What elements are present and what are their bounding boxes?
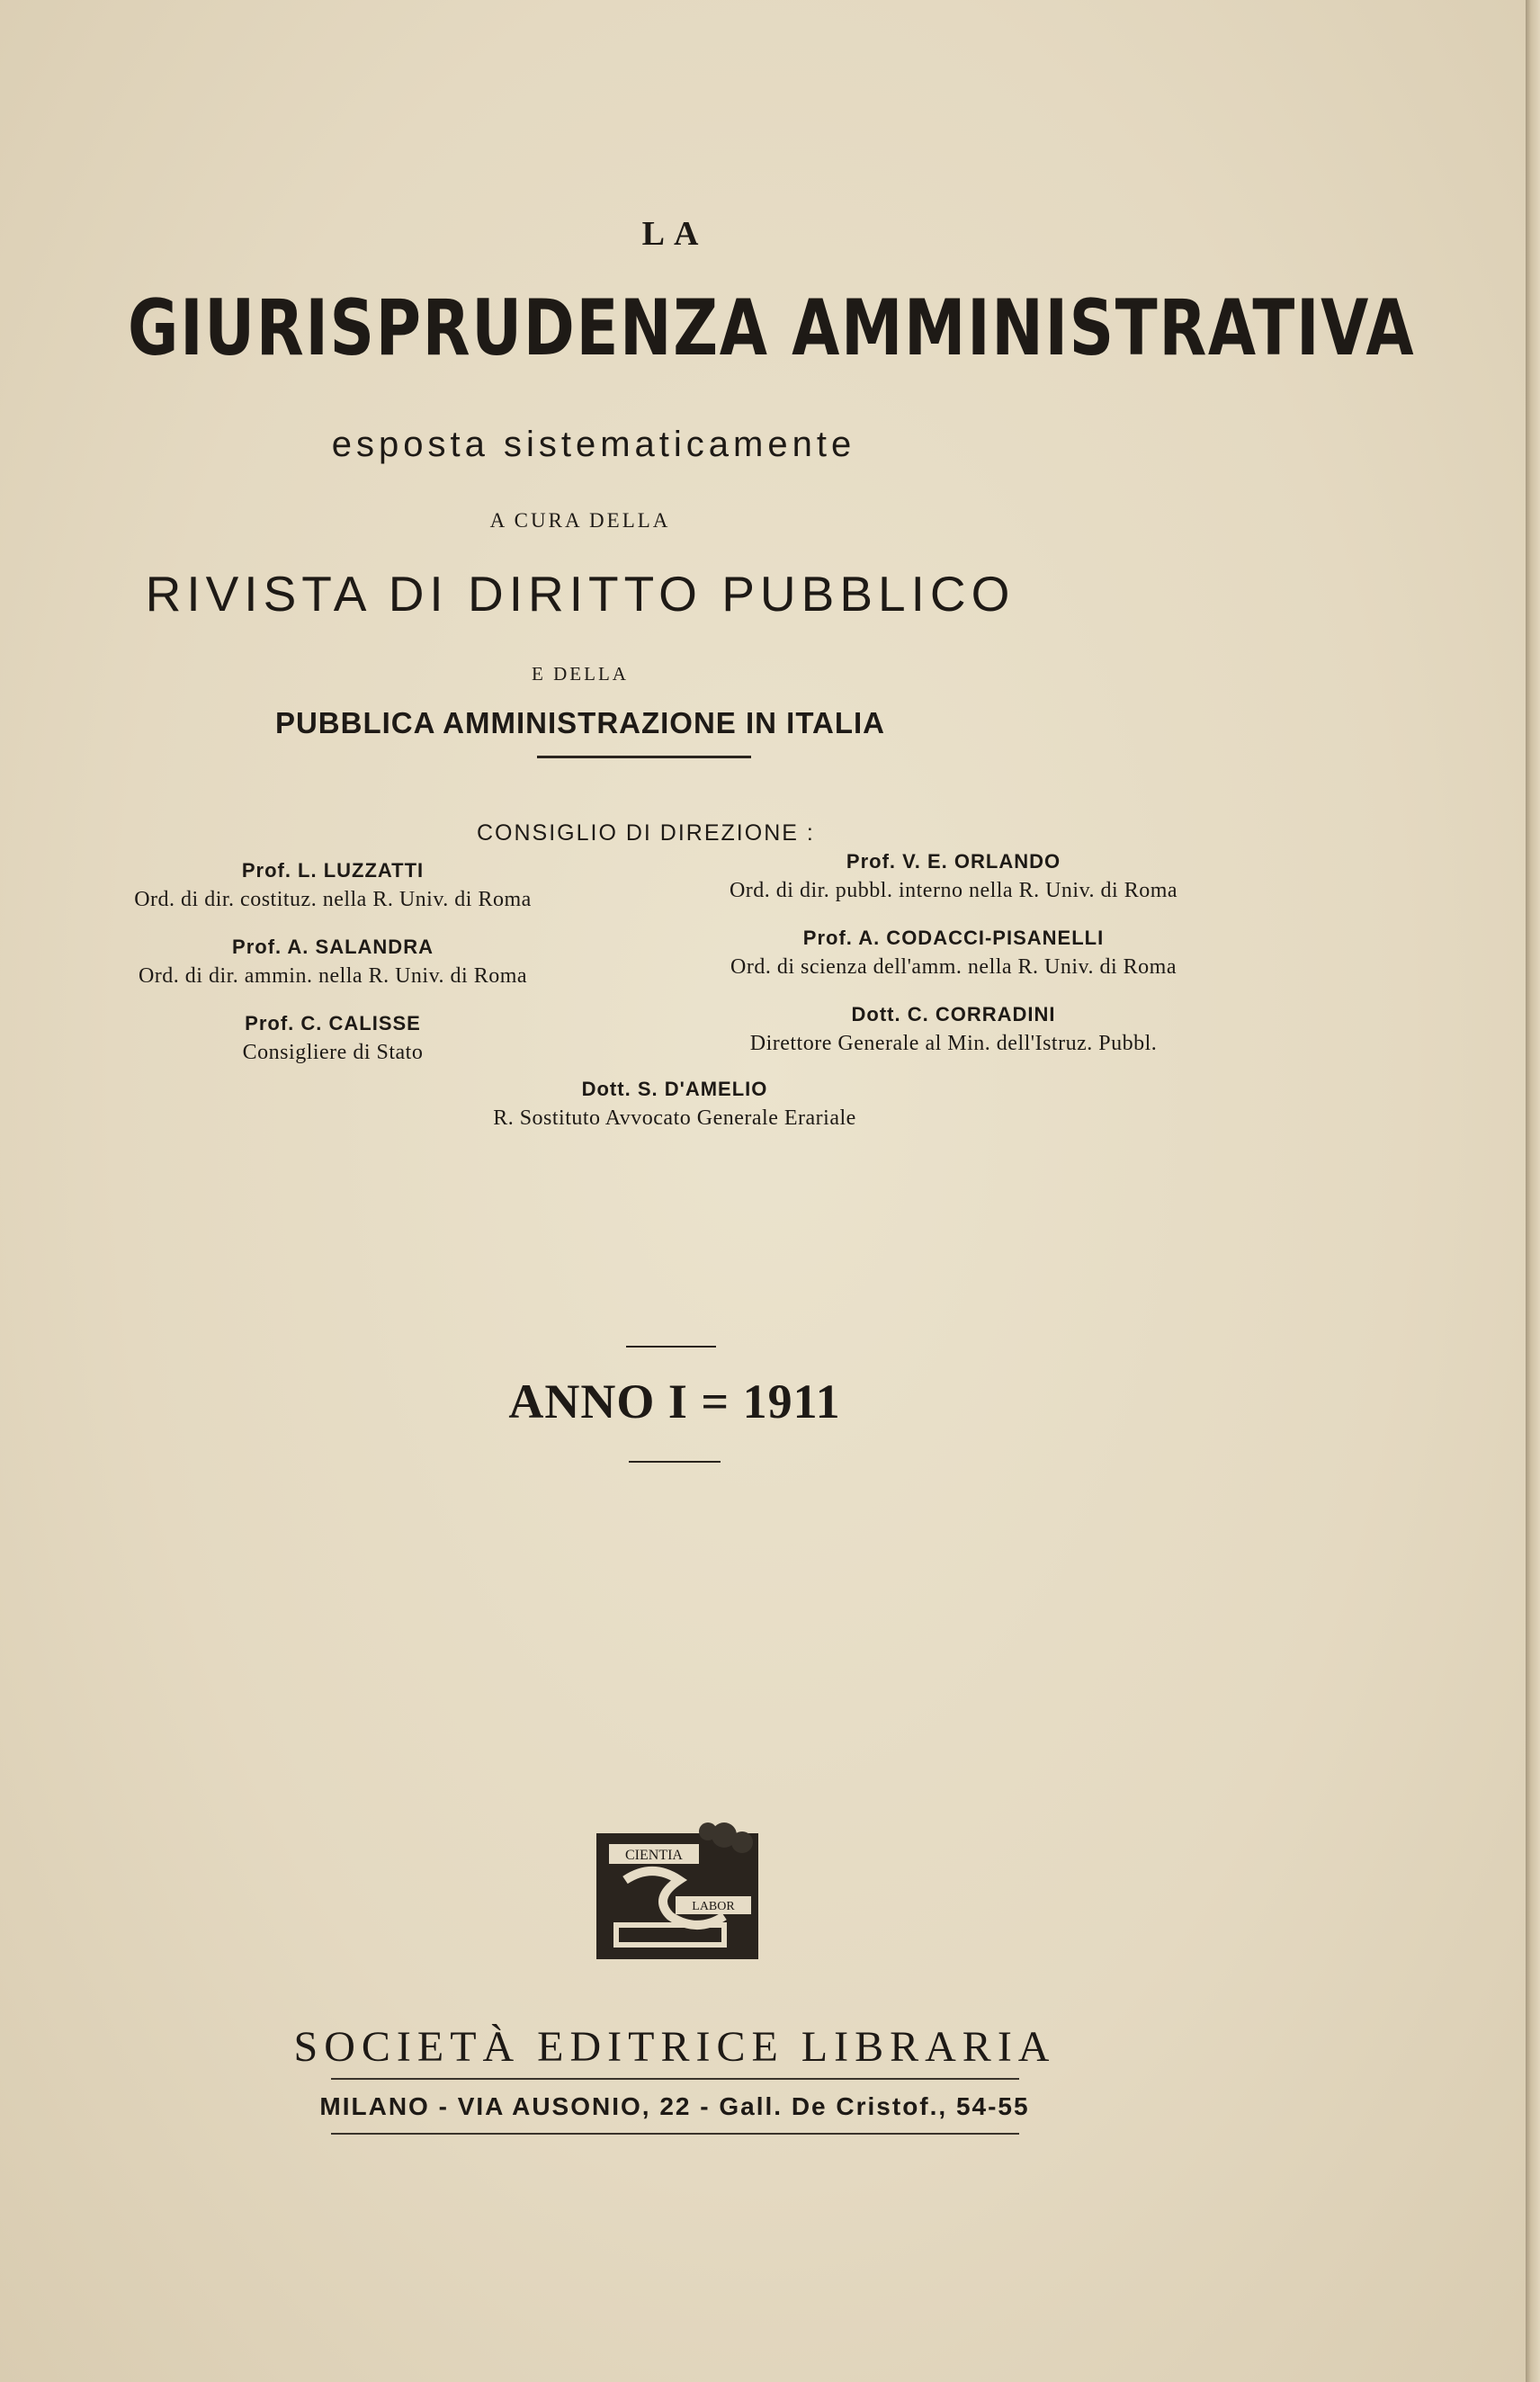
board-member-role: R. Sostituto Avvocato Generale Erariale <box>493 1106 856 1130</box>
board-member-name: Prof. A. CODACCI-PISANELLI <box>802 927 1105 949</box>
board-member-name: Prof. L. LUZZATTI <box>241 859 425 882</box>
divider <box>537 756 751 758</box>
board-member-role: Ord. di dir. costituz. nella R. Univ. di Roma <box>134 888 532 911</box>
board-member-role: Ord. di dir. ammin. nella R. Univ. di Roma <box>138 964 528 988</box>
divider <box>629 1461 721 1463</box>
edition-year: ANNO I = 1911 <box>508 1375 841 1428</box>
logo-motto-bottom: LABOR <box>692 1900 735 1913</box>
e-della: E DELLA <box>532 663 629 685</box>
board-member-name: Prof. V. E. ORLANDO <box>846 850 1061 873</box>
board-member-role: Ord. di scienza dell'amm. nella R. Univ. di Roma <box>730 955 1177 979</box>
board-member-name: Dott. C. CORRADINI <box>851 1003 1056 1025</box>
publisher-name: SOCIETÀ EDITRICE LIBRARIA <box>293 2023 1056 2071</box>
board-member-name: Prof. A. SALANDRA <box>232 936 434 958</box>
page-edge <box>1526 0 1540 2382</box>
board-member-role: Ord. di dir. pubbl. interno nella R. Univ. di Roma <box>729 879 1178 902</box>
board-member-name: Prof. C. CALISSE <box>245 1012 421 1034</box>
journal-name: RIVISTA DI DIRITTO PUBBLICO <box>145 566 1016 622</box>
logo-motto-top: CIENTIA <box>625 1848 683 1863</box>
board-member-role: Direttore Generale al Min. dell'Istruz. Pubbl. <box>749 1032 1158 1055</box>
divider <box>331 2133 1019 2135</box>
journal-subname: PUBBLICA AMMINISTRAZIONE IN ITALIA <box>274 706 886 739</box>
publisher-address: MILANO - VIA AUSONIO, 22 - Gall. De Cristof., 54-55 <box>319 2092 1030 2120</box>
board-member-name: Dott. S. D'AMELIO <box>581 1078 768 1100</box>
title-article: LA <box>641 215 708 253</box>
book-title: GIURISPRUDENZA AMMINISTRATIVA <box>128 283 1416 373</box>
board-heading: CONSIGLIO DI DIREZIONE : <box>477 820 815 846</box>
a-cura-della: A CURA DELLA <box>489 509 671 532</box>
book-subtitle: esposta sistematicamente <box>331 425 856 464</box>
publisher-logo-icon <box>589 1817 769 1970</box>
divider <box>331 2078 1019 2080</box>
board-member-role: Consigliere di Stato <box>242 1041 424 1064</box>
divider <box>626 1346 716 1348</box>
